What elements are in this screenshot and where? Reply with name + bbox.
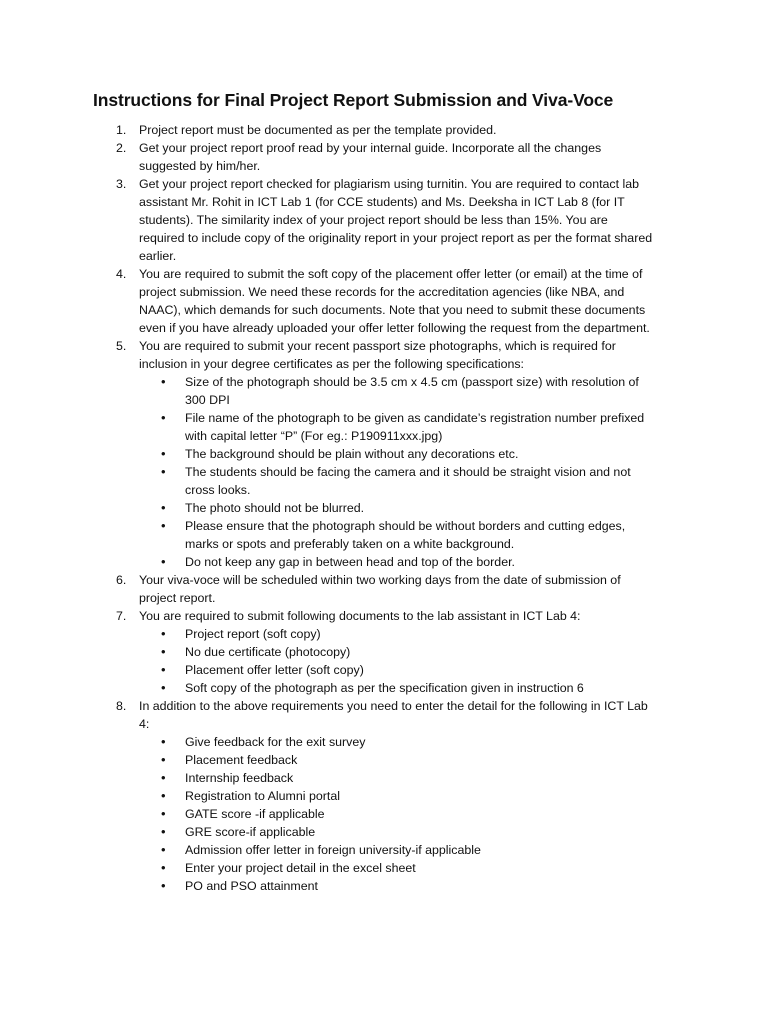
instruction-number: 4. xyxy=(116,267,127,281)
sub-list-item xyxy=(139,373,659,409)
instruction-item xyxy=(0,175,655,265)
instruction-text: You are required to submit your recent passport size photographs, which is required for inclusion in your degree certificates as per the following specifications: xyxy=(139,339,616,371)
instruction-item xyxy=(0,265,655,337)
sub-list-text: Size of the photograph should be 3.5 cm x 4.5 cm (passport size) with resolution of 300 DPI xyxy=(185,375,639,407)
bullet-icon: • xyxy=(161,410,166,425)
sub-list-text: Admission offer letter in foreign university-if applicable xyxy=(185,843,481,857)
instruction-text: You are required to submit the soft copy of the placement offer letter (or email) at the time of project submission. We need these records for the accreditation agencies (like NBA, and NAAC), which demands for such documents. Note that you need to submit these documents even if you have already uploaded your offer letter following the request from the department. xyxy=(139,267,650,335)
sub-list-item xyxy=(139,787,659,805)
sub-list-item xyxy=(139,463,659,499)
instruction-item xyxy=(0,121,655,139)
sub-list-text: File name of the photograph to be given as candidate’s registration number prefixed with capital letter “P” (For eg.: P190911xxx.jpg) xyxy=(185,411,645,443)
sub-list-text: Project report (soft copy) xyxy=(185,627,321,641)
instruction-number: 7. xyxy=(116,609,127,623)
bullet-icon: • xyxy=(161,680,166,695)
bullet-icon: • xyxy=(161,878,166,893)
sub-list-item xyxy=(139,751,659,769)
sub-list-text: GRE score-if applicable xyxy=(185,825,316,839)
bullet-icon: • xyxy=(161,446,166,461)
sub-list-text: Enter your project detail in the excel sheet xyxy=(185,861,416,875)
bullet-icon: • xyxy=(161,374,166,389)
instruction-text: You are required to submit following documents to the lab assistant in ICT Lab 4: xyxy=(139,609,581,623)
bullet-icon: • xyxy=(161,662,166,677)
instruction-number: 8. xyxy=(116,699,127,713)
instruction-item xyxy=(0,139,655,175)
instruction-item xyxy=(0,571,655,607)
sub-list-text: The photo should not be blurred. xyxy=(185,501,365,515)
sub-list-item xyxy=(139,445,659,463)
bullet-icon: • xyxy=(161,770,166,785)
sub-list-text: The background should be plain without any decorations etc. xyxy=(185,447,519,461)
sub-list-item xyxy=(139,499,659,517)
sub-list-item xyxy=(139,625,659,643)
sub-list-text: PO and PSO attainment xyxy=(185,879,318,893)
bullet-icon: • xyxy=(161,824,166,839)
bullet-icon: • xyxy=(161,842,166,857)
sub-list-item xyxy=(139,859,659,877)
sub-list-item xyxy=(139,805,659,823)
sub-list-item xyxy=(139,733,659,751)
instructions-list xyxy=(0,121,768,895)
sub-list-item xyxy=(139,823,659,841)
bullet-icon: • xyxy=(161,860,166,875)
instruction-text: Project report must be documented as per the template provided. xyxy=(139,123,497,137)
instruction-item xyxy=(0,607,655,697)
document-title: Instructions for Final Project Report Submission and Viva-Voce xyxy=(93,90,614,110)
bullet-icon: • xyxy=(161,500,166,515)
instruction-text: In addition to the above requirements you need to enter the detail for the following in ICT Lab 4: xyxy=(139,699,648,731)
instruction-number: 3. xyxy=(116,177,127,191)
bullet-icon: • xyxy=(161,752,166,767)
sub-list-text: Registration to Alumni portal xyxy=(185,789,340,803)
sub-list-item xyxy=(139,643,659,661)
instruction-item xyxy=(0,337,655,571)
sub-list-text: Do not keep any gap in between head and top of the border. xyxy=(185,555,515,569)
sub-list-item xyxy=(139,679,659,697)
bullet-icon: • xyxy=(161,806,166,821)
sub-list-item xyxy=(139,661,659,679)
sub-list-item xyxy=(139,517,659,553)
sub-list-text: Soft copy of the photograph as per the specification given in instruction 6 xyxy=(185,681,584,695)
ict-lab-details-list xyxy=(139,733,655,895)
bullet-icon: • xyxy=(161,788,166,803)
sub-list-text: GATE score -if applicable xyxy=(185,807,325,821)
sub-list-text: Placement feedback xyxy=(185,753,298,767)
documents-to-submit-list xyxy=(139,625,655,697)
sub-list-item xyxy=(139,841,659,859)
instruction-number: 6. xyxy=(116,573,127,587)
bullet-icon: • xyxy=(161,626,166,641)
sub-list-text: Placement offer letter (soft copy) xyxy=(185,663,364,677)
sub-list-item xyxy=(139,553,659,571)
sub-list-text: No due certificate (photocopy) xyxy=(185,645,351,659)
bullet-icon: • xyxy=(161,734,166,749)
sub-list-item xyxy=(139,769,659,787)
sub-list-text: Give feedback for the exit survey xyxy=(185,735,366,749)
instruction-item xyxy=(0,697,655,895)
sub-list-text: Please ensure that the photograph should be without borders and cutting edges, marks or spots and preferably taken on a white background. xyxy=(185,519,626,551)
instruction-text: Your viva-voce will be scheduled within two working days from the date of submission of project report. xyxy=(139,573,621,605)
instruction-text: Get your project report proof read by your internal guide. Incorporate all the changes suggested by him/her. xyxy=(139,141,602,173)
sub-list-text: The students should be facing the camera and it should be straight vision and not cross looks. xyxy=(185,465,631,497)
bullet-icon: • xyxy=(161,554,166,569)
bullet-icon: • xyxy=(161,644,166,659)
bullet-icon: • xyxy=(161,518,166,533)
sub-list-item xyxy=(139,409,659,445)
bullet-icon: • xyxy=(161,464,166,479)
photo-specifications-list xyxy=(139,373,655,571)
sub-list-item xyxy=(139,877,659,895)
instruction-text: Get your project report checked for plagiarism using turnitin. You are required to contact lab assistant Mr. Rohit in ICT Lab 1 (for CCE students) and Ms. Deeksha in ICT Lab 8 (for IT students). The similarity index of your project report should be less than 15%. You are required to include copy of the originality report in your project report as per the format shared earlier. xyxy=(139,177,653,263)
instruction-number: 1. xyxy=(116,123,127,137)
sub-list-text: Internship feedback xyxy=(185,771,294,785)
instruction-number: 5. xyxy=(116,339,127,353)
instruction-number: 2. xyxy=(116,141,127,155)
